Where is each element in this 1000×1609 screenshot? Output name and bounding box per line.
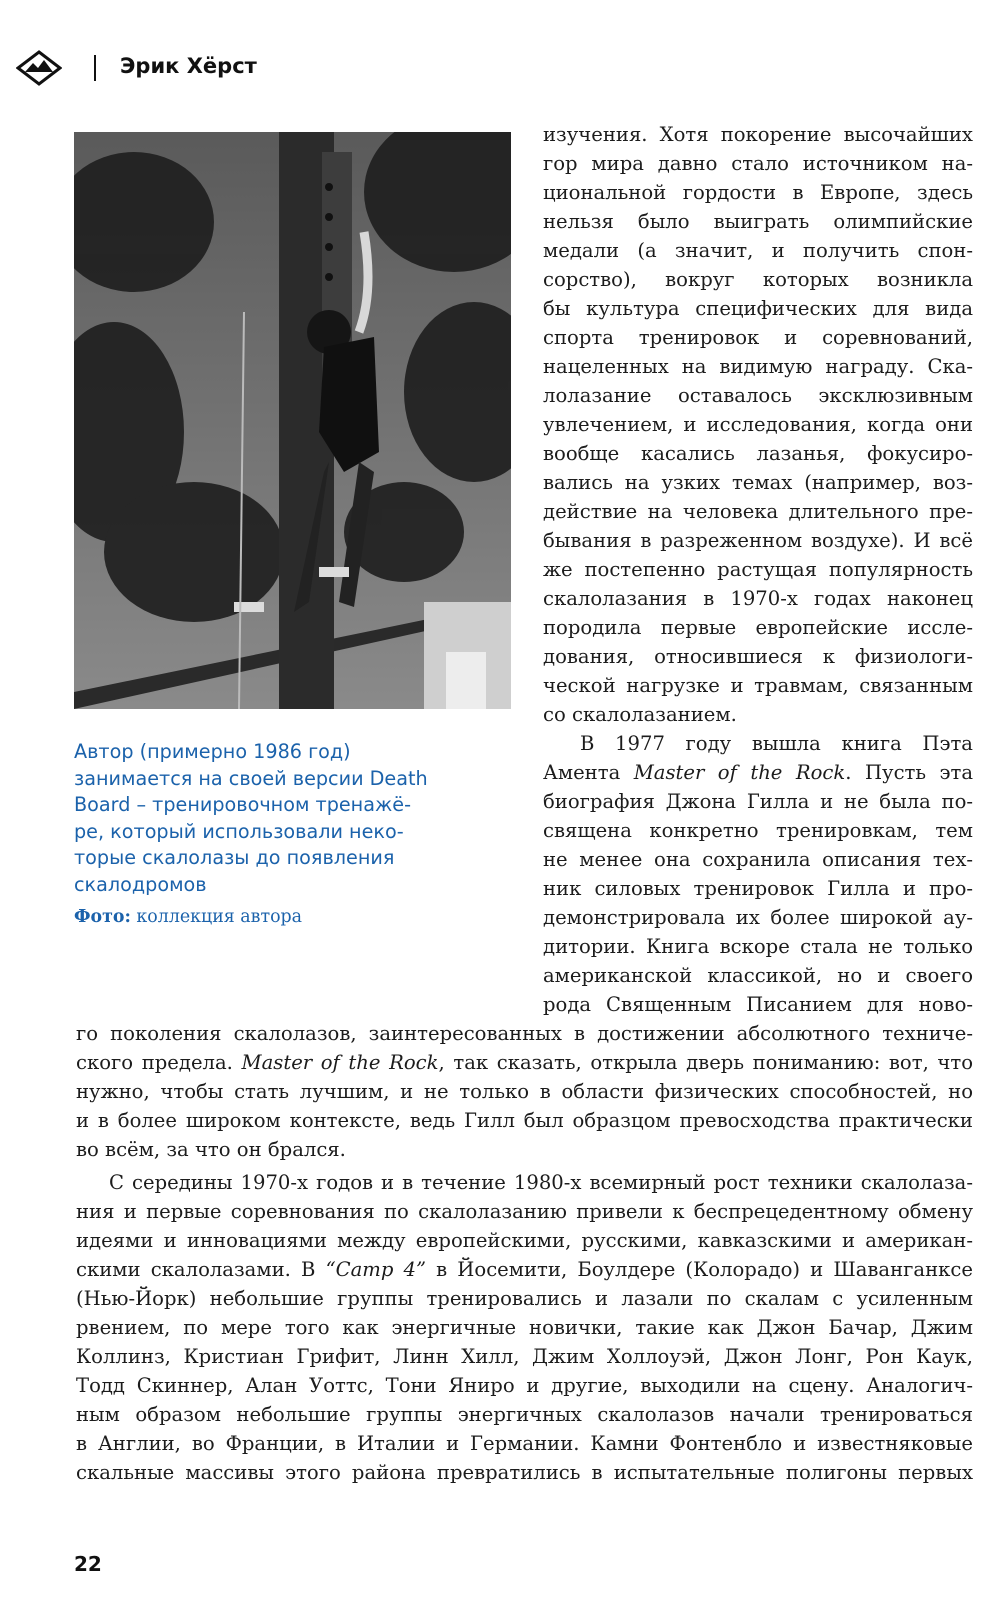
text-line: вались на узких темах (например, воз- <box>543 471 973 494</box>
text-segment: Амента <box>543 761 634 784</box>
text-line: Тодд Скиннер, Алан Уоттс, Тони Яниро и другие, выходили на сцену. Аналогич- <box>76 1374 973 1397</box>
text-line: нацеленных на видимую награду. Ска- <box>543 355 973 378</box>
text-line: изучения. Хотя покорение высочайших <box>543 123 973 146</box>
caption-line: торые скалолазы до появления <box>74 846 395 870</box>
text-line: бы культура специфических для вида <box>543 297 973 320</box>
credit-text: коллекция автора <box>130 907 303 927</box>
text-line <box>76 1258 973 1281</box>
text-line: нельзя было выиграть олимпийские <box>543 210 973 233</box>
caption-line: Автор (примерно 1986 год) <box>74 740 351 763</box>
text-line: действие на человека длительного пре- <box>543 500 973 523</box>
caption-line: Board – тренировочном тренажё- <box>74 793 411 817</box>
text-line: ным образом небольшие группы энергичных скалолазов начали тренироваться <box>76 1403 973 1426</box>
photo-credit <box>74 907 302 927</box>
climber-on-death-board-photo <box>74 132 511 709</box>
text-line: не менее она сохранила описания тех- <box>543 848 973 871</box>
text-line: нужно, чтобы стать лучшим, и не только в области физических способностей, но <box>76 1080 973 1103</box>
text-line <box>543 761 973 784</box>
mountain-logo-icon <box>16 50 62 86</box>
text-line: идеями и инновациями между европейскими, русскими, кавказскими и американ- <box>76 1229 973 1252</box>
text-line: во всём, за что он брался. <box>76 1138 346 1161</box>
text-line: лолазание оставалось эксклюзивным <box>543 384 973 407</box>
text-line: сорство), вокруг которых возникла <box>543 268 973 291</box>
header-separator <box>94 55 96 81</box>
text-segment: , так сказать, открыла дверь пониманию: вот, что <box>438 1051 973 1074</box>
book-title: Master of the Rock <box>241 1051 439 1074</box>
text-line: В 1977 году вышла книга Пэта <box>580 732 973 755</box>
text-line: биография Джона Гилла и не была по- <box>543 790 973 813</box>
caption-line: занимается на своей версии Death <box>74 766 428 790</box>
text-line: увлечением, и исследования, когда они <box>543 413 973 436</box>
text-line: скальные массивы этого района превратились в испытательные полигоны первых <box>76 1461 973 1484</box>
text-segment: . Пусть эта <box>845 761 974 784</box>
photo-caption <box>74 739 519 899</box>
book-title: Master of the Rock <box>633 761 846 784</box>
text-line: (Нью-Йорк) небольшие группы тренировались и лазали по скалам с усиленным <box>76 1287 973 1310</box>
text-line: ния и первые соревнования по скалолазанию привели к беспрецедентному обмену <box>76 1200 973 1223</box>
text-segment: ского предела. <box>76 1051 242 1074</box>
text-line: циональной гордости в Европе, здесь <box>543 181 973 204</box>
text-line: го поколения скалолазов, заинтересованных в достижении абсолютного техниче- <box>76 1022 973 1045</box>
text-line: дитории. Книга вскоре стала не только <box>543 935 973 958</box>
text-line: Коллинз, Кристиан Грифит, Линн Хилл, Джим Холлоуэй, Джон Лонг, Рон Каук, <box>76 1345 973 1368</box>
text-line: ник силовых тренировок Гилла и про- <box>543 877 973 900</box>
header-author: Эрик Хёрст <box>120 54 257 78</box>
text-line: породила первые европейские иссле- <box>543 616 973 639</box>
text-line: медали (а значит, и получить спон- <box>543 239 973 262</box>
text-line: С середины 1970-х годов и в течение 1980-х всемирный рост техники скалолаза- <box>109 1171 973 1194</box>
text-line: ческой нагрузке и травмам, связанным <box>543 674 973 697</box>
text-line: демонстрировала их более широкой ау- <box>543 906 973 929</box>
text-line: священа конкретно тренировкам, тем <box>543 819 973 842</box>
text-line: же постепенно растущая популярность <box>543 558 973 581</box>
text-line: рвением, по мере того как энергичные новички, такие как Джон Бачар, Джим <box>76 1316 973 1339</box>
caption-line: скалодромов <box>74 872 207 896</box>
text-line: со скалолазанием. <box>543 703 737 726</box>
place-title: “Camp 4” <box>325 1258 426 1281</box>
text-line: гор мира давно стало источником на- <box>543 152 973 175</box>
caption-line: ре, который использовали неко- <box>74 819 404 843</box>
text-segment: скими скалолазами. В <box>76 1258 326 1281</box>
author-photo <box>74 132 511 709</box>
text-line: рода Священным Писанием для ново- <box>543 993 973 1016</box>
text-line: вообще касались лазанья, фокусиро- <box>543 442 973 465</box>
text-line: в Англии, во Франции, в Италии и Германии. Камни Фонтенбло и известняковые <box>76 1432 973 1455</box>
text-line: и в более широком контексте, ведь Гилл был образцом превосходства практически <box>76 1109 973 1132</box>
text-line: дования, относившиеся к физиологи- <box>543 645 973 668</box>
text-line <box>76 1051 973 1074</box>
credit-label: Фото: <box>74 907 131 927</box>
running-header <box>16 50 716 86</box>
page-number: 22 <box>74 1552 102 1576</box>
text-segment: в Йосемити, Боулдере (Колорадо) и Шаванганксе <box>426 1258 973 1281</box>
text-line: спорта тренировок и соревнований, <box>543 326 973 349</box>
text-line: американской классикой, но и своего <box>543 964 973 987</box>
text-line: бывания в разреженном воздухе). И всё <box>543 529 973 552</box>
text-line: скалолазания в 1970-х годах наконец <box>543 587 973 610</box>
